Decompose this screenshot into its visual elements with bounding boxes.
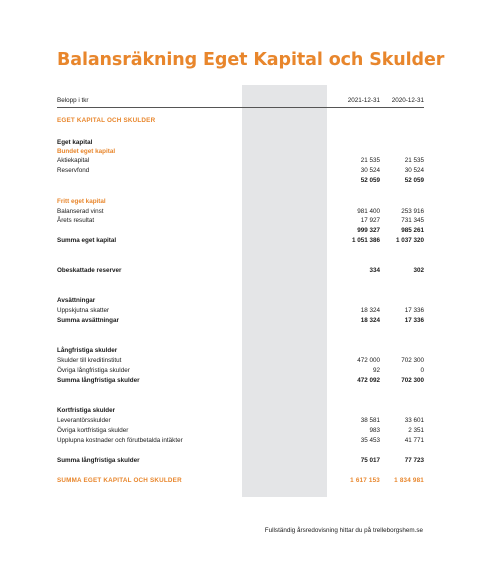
value-2021: 38 581	[360, 417, 380, 424]
value-2021: 18 324	[360, 307, 380, 314]
value-2021: 1 617 153	[350, 477, 380, 484]
row-label: Reservfond	[57, 167, 90, 174]
table-row	[57, 226, 424, 236]
value-2021: 17 927	[360, 217, 380, 224]
table-row	[57, 476, 424, 486]
row-label: Skulder till kreditinstitut	[57, 357, 122, 364]
value-2020: 17 336	[404, 317, 424, 324]
row-label: Fritt eget kapital	[57, 198, 106, 205]
row-label: Aktiekapital	[57, 157, 90, 164]
row-label: Summa avsättningar	[57, 317, 119, 324]
value-2020: 17 336	[404, 307, 424, 314]
value-2020: 702 300	[401, 357, 424, 364]
value-2021: 21 535	[360, 157, 380, 164]
row-label: Övriga kortfristiga skulder	[57, 427, 129, 434]
table-row	[57, 296, 424, 306]
row-label: EGET KAPITAL OCH SKULDER	[57, 117, 156, 124]
table-row	[57, 346, 424, 356]
row-label: Eget kapital	[57, 139, 93, 146]
value-2020: 731 345	[401, 217, 424, 224]
value-2021: 983	[369, 427, 380, 434]
row-label: SUMMA EGET KAPITAL OCH SKULDER	[57, 477, 182, 484]
value-2020: 1 834 981	[394, 477, 424, 484]
row-label: Leverantörsskulder	[57, 417, 111, 424]
value-2020: 0	[420, 367, 424, 374]
table-row	[57, 426, 424, 436]
table-row	[57, 416, 424, 426]
table-row	[57, 236, 424, 246]
table-row	[57, 197, 424, 207]
row-label: Långfristiga skulder	[57, 347, 118, 354]
value-2020: 1 037 320	[395, 237, 424, 244]
value-2020: 41 771	[404, 437, 424, 444]
table-row	[57, 406, 424, 416]
row-label: Uppskjutna skatter	[57, 307, 110, 314]
table-row	[57, 266, 424, 276]
table-row	[57, 306, 424, 316]
value-2020: 30 524	[404, 167, 424, 174]
column-header-2020: 2020-12-31	[391, 97, 424, 104]
row-label: Övriga långfristiga skulder	[57, 367, 130, 374]
value-2021: 30 524	[360, 167, 380, 174]
row-label: Balanserad vinst	[57, 208, 104, 215]
value-2021: 999 327	[357, 227, 380, 234]
value-2021: 92	[372, 367, 380, 374]
page-title: Balansräkning Eget Kapital och Skulder	[57, 50, 445, 70]
row-label: Summa eget kapital	[57, 237, 117, 244]
table-row	[57, 376, 424, 386]
header-divider	[57, 107, 424, 108]
value-2021: 52 059	[360, 177, 380, 184]
amount-unit-label: Belopp i tkr	[57, 97, 89, 104]
row-label: Summa långfristiga skulder	[57, 377, 140, 384]
value-2021: 35 453	[360, 437, 380, 444]
value-2021: 472 092	[357, 377, 380, 384]
table-row	[57, 436, 424, 446]
table-row	[57, 166, 424, 176]
table-row	[57, 156, 424, 166]
row-label: Kortfristiga skulder	[57, 407, 116, 414]
table-row	[57, 366, 424, 376]
table-row	[57, 176, 424, 186]
row-label: Bundet eget kapital	[57, 148, 116, 155]
value-2021: 75 017	[360, 457, 380, 464]
table-row	[57, 216, 424, 226]
value-2021: 981 400	[357, 208, 380, 215]
table-row	[57, 356, 424, 366]
footer-note: Fullständig årsredovisning hittar du på trelleborgshem.se	[264, 527, 423, 534]
table-row	[57, 316, 424, 326]
value-2021: 472 000	[357, 357, 380, 364]
value-2020: 702 300	[401, 377, 424, 384]
value-2020: 985 261	[401, 227, 424, 234]
row-label: Upplupna kostnader och förutbetalda intäkter	[57, 437, 183, 444]
row-label: Avsättningar	[57, 297, 96, 304]
value-2021: 18 324	[360, 317, 380, 324]
column-header-2021: 2021-12-31	[347, 97, 380, 104]
table-row	[57, 456, 424, 466]
table-row	[57, 116, 424, 126]
value-2020: 52 059	[404, 177, 424, 184]
table-header	[57, 96, 424, 106]
row-label: Obeskattade reserver	[57, 267, 122, 274]
row-label: Årets resultat	[57, 217, 95, 224]
value-2021: 334	[369, 267, 380, 274]
value-2020: 2 351	[408, 427, 424, 434]
value-2021: 1 051 386	[351, 237, 380, 244]
value-2020: 77 723	[404, 457, 424, 464]
row-label: Summa långfristiga skulder	[57, 457, 140, 464]
value-2020: 21 535	[404, 157, 424, 164]
value-2020: 33 601	[404, 417, 424, 424]
value-2020: 302	[413, 267, 424, 274]
value-2020: 253 916	[401, 208, 424, 215]
